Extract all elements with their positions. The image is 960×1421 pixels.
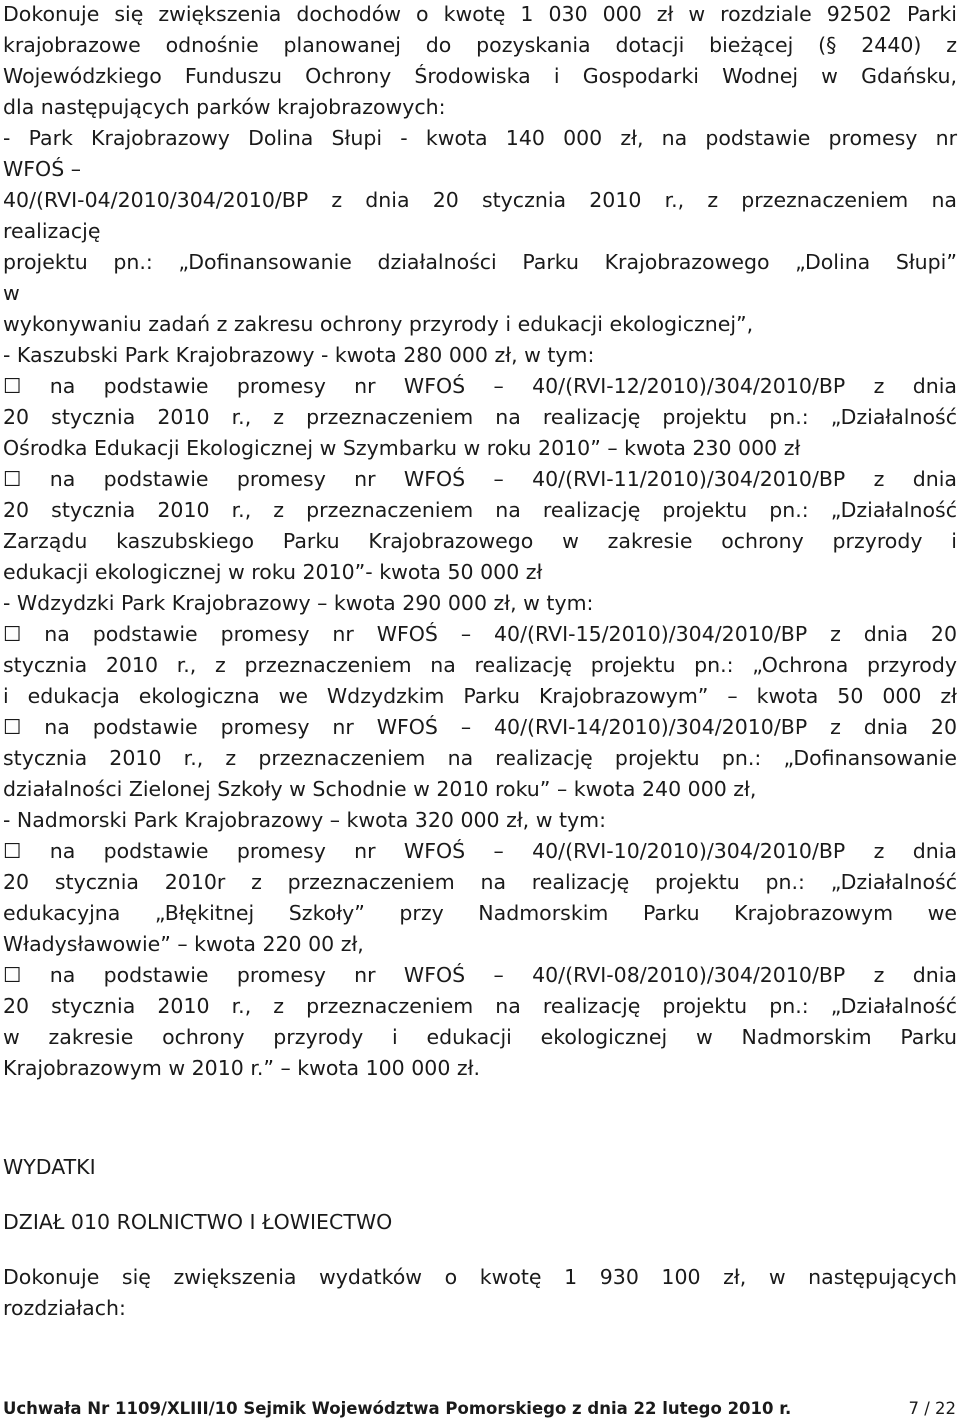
text-line: ☐ na podstawie promesy nr WFOŚ – 40/(RVI-15/2010)/304/2010/BP z dnia 20 [3, 622, 957, 646]
text-line: ☐ na podstawie promesy nr WFOŚ – 40/(RVI-10/2010)/304/2010/BP z dnia [3, 839, 957, 863]
text-line: 20 stycznia 2010 r., z przeznaczeniem na realizację projektu pn.: „Działalność [3, 994, 957, 1018]
text-line: ☐ na podstawie promesy nr WFOŚ – 40/(RVI-14/2010)/304/2010/BP z dnia 20 [3, 715, 957, 739]
text-line: stycznia 2010 r., z przeznaczeniem na realizację projektu pn.: „Dofinansowanie [3, 746, 957, 770]
text-line: - Wdzydzki Park Krajobrazowy – kwota 290 000 zł, w tym: [3, 591, 594, 615]
text-line: - Park Krajobrazowy Dolina Słupi - kwota 140 000 zł, na podstawie promesy nr [3, 126, 957, 150]
text-line: w [3, 281, 20, 305]
text-line: edukacyjna „Błękitnej Szkoły” przy Nadmorskim Parku Krajobrazowym we [3, 901, 957, 925]
text-line: Dokonuje się zwiększenia wydatków o kwotę 1 930 100 zł, w następujących [3, 1265, 957, 1289]
text-line: działalności Zielonej Szkoły w Schodnie w 2010 roku” – kwota 240 000 zł, [3, 777, 757, 801]
footer-page-number: 7 / 22 [908, 1399, 956, 1418]
text-line: projektu pn.: „Dofinansowanie działalności Parku Krajobrazowego „Dolina Słupi” [3, 250, 957, 274]
text-line: dla następujących parków krajobrazowych: [3, 95, 446, 119]
text-line: WFOŚ – [3, 157, 81, 181]
text-line: 20 stycznia 2010r z przeznaczeniem na realizację projektu pn.: „Działalność [3, 870, 957, 894]
text-line: w zakresie ochrony przyrody i edukacji ekologicznej w Nadmorskim Parku [3, 1025, 957, 1049]
text-line: 20 stycznia 2010 r., z przeznaczeniem na realizację projektu pn.: „Działalność [3, 498, 957, 522]
footer-document-ref: Uchwała Nr 1109/XLIII/10 Sejmik Województwa Pomorskiego z dnia 22 lutego 2010 r. [3, 1399, 792, 1418]
text-line: edukacji ekologicznej w roku 2010”- kwota 50 000 zł [3, 560, 543, 584]
text-line: Ośrodka Edukacji Ekologicznej w Szymbarku w roku 2010” – kwota 230 000 zł [3, 436, 801, 460]
text-line: 40/(RVI-04/2010/304/2010/BP z dnia 20 stycznia 2010 r., z przeznaczeniem na [3, 188, 957, 212]
text-line: Dokonuje się zwiększenia dochodów o kwotę 1 030 000 zł w rozdziale 92502 Parki [3, 2, 957, 26]
text-line: rozdziałach: [3, 1296, 126, 1320]
text-line: - Nadmorski Park Krajobrazowy – kwota 320 000 zł, w tym: [3, 808, 607, 832]
text-line: krajobrazowe odnośnie planowanej do pozyskania dotacji bieżącej (§ 2440) z [3, 33, 957, 57]
text-line: stycznia 2010 r., z przeznaczeniem na realizację projektu pn.: „Ochrona przyrody [3, 653, 957, 677]
text-line: ☐ na podstawie promesy nr WFOŚ – 40/(RVI-12/2010)/304/2010/BP z dnia [3, 374, 957, 398]
text-line: Wojewódzkiego Funduszu Ochrony Środowiska i Gospodarki Wodnej w Gdańsku, [3, 64, 957, 88]
text-line: Krajobrazowym w 2010 r.” – kwota 100 000 zł. [3, 1056, 480, 1080]
text-line: wykonywaniu zadań z zakresu ochrony przyrody i edukacji ekologicznej”, [3, 312, 754, 336]
text-line: ☐ na podstawie promesy nr WFOŚ – 40/(RVI-08/2010)/304/2010/BP z dnia [3, 963, 957, 987]
text-line: Władysławowie” – kwota 220 00 zł, [3, 932, 364, 956]
text-line: - Kaszubski Park Krajobrazowy - kwota 280 000 zł, w tym: [3, 343, 595, 367]
text-line: i edukacja ekologiczna we Wdzydzkim Parku Krajobrazowym” – kwota 50 000 zł [3, 684, 957, 708]
text-line: realizację [3, 219, 101, 243]
text-line: 20 stycznia 2010 r., z przeznaczeniem na realizację projektu pn.: „Działalność [3, 405, 957, 429]
text-line: ☐ na podstawie promesy nr WFOŚ – 40/(RVI-11/2010)/304/2010/BP z dnia [3, 467, 957, 491]
section-title: WYDATKI [3, 1155, 96, 1179]
text-line: Zarządu kaszubskiego Parku Krajobrazowego w zakresie ochrony przyrody i [3, 529, 957, 553]
chapter-title: DZIAŁ 010 ROLNICTWO I ŁOWIECTWO [3, 1210, 393, 1234]
